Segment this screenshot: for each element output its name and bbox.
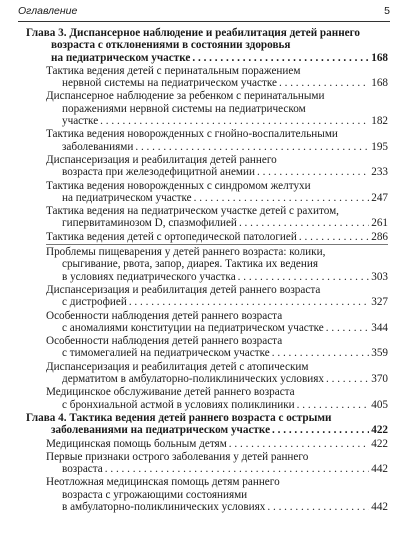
dot-leader [238,271,370,283]
toc-entry-title-line: поражениями нервной системы на педиатрическом [62,102,306,115]
toc-section-entry[interactable] [46,335,388,360]
toc-entry-title-line: на педиатрическом участке [62,191,192,204]
toc-section-entry[interactable] [46,310,388,335]
toc-entry-last-line [46,115,388,127]
toc-section-entry[interactable] [46,128,388,153]
toc-entry-title-line: Тактика ведения детей с ортопедической патологией [46,230,297,243]
toc-page-number: 247 [371,191,388,204]
toc-entry-last-line [46,231,388,243]
dot-leader [257,166,369,178]
toc-entry-last-line [46,77,388,89]
toc-entry-last-line [46,501,388,513]
toc-entry-title-line: возраста с угрожающими состояниями [62,488,248,501]
toc-page-number: 303 [371,270,388,283]
toc-page-number: 327 [371,296,388,309]
header-title: Оглавление [18,5,78,17]
toc-entry-title-line: возраста при железодефицитной анемии [62,166,255,179]
toc-entry-title-line: в условиях педиатрического участка [62,270,236,283]
dot-leader [279,77,369,89]
dot-leader [272,347,369,359]
toc-entry-title-line: возраста с отклонениями в состоянии здоровья [51,39,291,52]
toc-entry-title-line: Диспансеризация и реабилитация детей раннего возраста [46,283,321,296]
toc-page-number: 422 [371,424,388,437]
toc-section-entry[interactable] [46,205,388,230]
toc-entry-last-line [46,399,388,411]
toc-entry-last-line [46,166,388,178]
toc-entry-title-line: дерматитом в амбулаторно-поликлинических условиях [62,373,324,386]
toc-entry-title-line: с дистрофией [62,296,127,309]
toc-entry-title-line: Особенности наблюдения детей раннего возраста [46,309,283,322]
dot-leader [326,322,369,334]
toc-entry-title-line: Тактика ведения новорожденных с синдромом желтухи [46,179,311,192]
dot-leader [297,399,370,411]
toc-section-entry[interactable] [46,231,388,245]
toc-entry-title-line: Глава 4. Тактика ведения детей раннего возраста с острыми [26,411,332,424]
toc-entry-title-line: участке [62,115,99,128]
toc-section-entry[interactable] [46,451,388,476]
toc-entry-title-line: Особенности наблюдения детей раннего возраста [46,335,283,348]
toc-entry-title-line: Глава 3. Диспансерное наблюдение и реабилитация детей раннего [26,27,361,39]
toc-entry-last-line [46,347,388,359]
table-of-contents [26,27,388,514]
toc-entry-last-line [26,52,388,64]
toc-entry-title-line: заболеваниями на педиатрическом участке [51,424,271,437]
running-header [18,2,390,22]
toc-entry-title-line: с аномалиями конституции на педиатрическом участке [62,321,324,334]
toc-entry-last-line [46,141,388,153]
toc-section-entry[interactable] [46,180,388,205]
toc-page-number: 168 [371,77,388,90]
toc-entry-title-line: с бронхиальной астмой в условиях поликлиники [62,398,295,411]
toc-section-entry[interactable] [46,438,388,450]
dot-leader [135,141,369,153]
toc-page-number: 195 [371,140,388,153]
toc-page-number: 370 [371,373,388,386]
header-page-number: 5 [384,5,390,17]
toc-section-entry[interactable] [46,90,388,127]
toc-entry-title-line: на педиатрическом участке [51,51,191,64]
toc-entry-last-line [46,463,388,475]
toc-chapter-entry[interactable] [26,27,388,64]
toc-page-number: 286 [371,230,388,243]
toc-entry-title-line: Диспансеризация и реабилитация детей раннего [46,153,277,166]
toc-entry-title-line: нервной системы на педиатрическом участке [62,77,277,90]
toc-section-entry[interactable] [46,246,388,283]
toc-entry-last-line [46,271,388,283]
toc-entry-title-line: Тактика ведения новорожденных с гнойно-воспалительными [46,128,338,141]
toc-entry-title-line: Первые признаки острого заболевания у детей раннего [46,450,309,463]
toc-page-number: 405 [371,398,388,411]
toc-entry-title-line: Медицинская помощь больным детям [46,437,227,450]
dot-leader [105,463,369,475]
toc-entry-last-line [46,322,388,334]
toc-entry-title-line: Проблемы пищеварения у детей раннего возраста: колики, [46,246,326,259]
toc-entry-title-line: в амбулаторно-поликлинических условиях [62,500,266,513]
dot-leader [267,501,369,513]
toc-entry-title-line: Диспансеризация и реабилитация детей с атопическим [46,360,309,373]
toc-section-entry[interactable] [46,386,388,411]
toc-page-number: 233 [371,166,388,179]
dot-leader [229,438,369,450]
toc-section-entry[interactable] [46,284,388,309]
toc-entry-title-line: Неотложная медицинская помощь детям раннего [46,476,280,489]
toc-section-entry[interactable] [46,361,388,386]
toc-entry-last-line [46,438,388,450]
dot-leader [272,424,369,436]
toc-page-number: 442 [371,500,388,513]
toc-entry-last-line [46,192,388,204]
toc-entry-title-line: с тимомегалией на педиатрическом участке [62,347,270,360]
toc-page-number: 359 [371,347,388,360]
toc-entry-title-line: Медицинское обслуживание детей раннего возраста [46,386,295,399]
dot-leader [239,217,369,229]
toc-page-number: 344 [371,321,388,334]
dot-leader [129,296,369,308]
toc-entry-last-line [46,296,388,308]
dot-leader [100,115,369,127]
toc-page-number: 422 [371,437,388,450]
toc-entry-title-line: Диспансерное наблюдение за ребенком с перинатальными [46,90,325,103]
dot-leader [194,192,370,204]
toc-page-number: 261 [371,217,388,230]
toc-entry-last-line [26,424,388,436]
dot-leader [299,231,369,243]
toc-entry-last-line [46,217,388,229]
toc-entry-title-line: гипервитаминозом D, спазмофилией [62,217,237,230]
toc-section-entry[interactable] [46,65,388,90]
toc-entry-title-line: возраста [62,463,103,476]
toc-page-number: 442 [371,463,388,476]
dot-leader [326,373,369,385]
toc-section-entry[interactable] [46,154,388,179]
toc-chapter-entry[interactable] [26,412,388,437]
dot-leader [192,52,369,64]
toc-entry-last-line [46,373,388,385]
toc-section-entry[interactable] [46,476,388,513]
toc-entry-title-line: срыгивание, рвота, запор, диарея. Тактика их ведения [62,258,318,271]
toc-page-number: 182 [371,115,388,128]
toc-entry-title-line: Тактика ведения на педиатрическом участке детей с рахитом, [46,205,339,218]
toc-entry-title-line: заболеваниями [62,140,134,153]
toc-entry-title-line: Тактика ведения детей с перинатальным поражением [46,64,301,77]
toc-page-number: 168 [371,51,388,64]
